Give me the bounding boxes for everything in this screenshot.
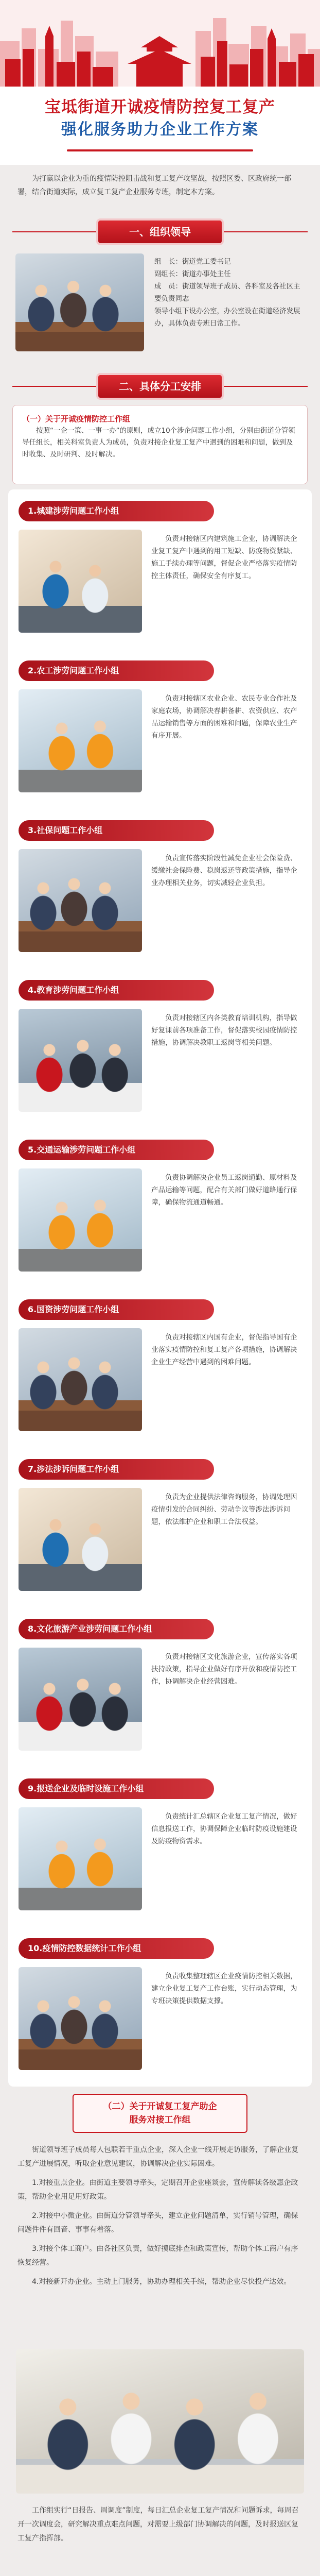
group-description: 负责对接辖区内建筑施工企业，协调解决企业复工复产中遇到的用工短缺、防疫物资紧缺、施工手续办理等问题，督促企业严格落实疫情防控主体责任，确保安全有序复工。 bbox=[151, 535, 297, 580]
work-group-6 bbox=[8, 1288, 312, 1448]
intro-text: 为打赢以企业为重的疫情防控阻击战和复工复产攻坚战，按照区委、区政府统一部署，结合街道实际，成立复工复产企业服务专班，制定本方案。 bbox=[17, 175, 291, 196]
section-1-banner bbox=[0, 216, 320, 247]
paragraph: 街道领导班子成员每人包联若干重点企业，深入企业一线开展走访服务，了解企业复工复产进展情况，听取企业意见建议，协调解决企业实际困难。 bbox=[17, 2146, 298, 2168]
work-group-intro bbox=[0, 402, 320, 489]
group-description: 负责收集整理辖区企业疫情防控相关数据，建立企业复工复产工作台账，实行动态管理，为专班决策提供数据支撑。 bbox=[151, 1972, 297, 2005]
laptop-photo-section bbox=[0, 2344, 320, 2499]
intro-box-text: 按照“一企一策、一事一办”的原则，成立10个涉企问题工作小组，分别由街道分管领导任组长，相关科室负责人为成员，负责对接企业复工复产中遇到的困难和问题，做到及时收集、及时研判、及时解决。 bbox=[22, 427, 295, 459]
organization-text: 组 长：街道党工委书记 副组长：街道办事处主任 成 员：街道领导班子成员、各科室及各社区主要负责同志 领导小组下设办公室，办公室设在街道经济发展办，具体负责专班日常工作。 bbox=[154, 258, 300, 328]
section-2-banner bbox=[0, 371, 320, 402]
work-group-2 bbox=[8, 649, 312, 809]
group-description: 负责统计汇总辖区企业复工复产情况，做好信息报送工作，协调保障企业临时防疫设施建设及防疫物资需求。 bbox=[151, 1812, 297, 1845]
work-group-3 bbox=[8, 809, 312, 969]
work-groups-card bbox=[8, 489, 312, 2087]
group-title: 5.交通运输涉劳问题工作小组 bbox=[19, 1140, 214, 1160]
group-title: 9.报送企业及临时设施工作小组 bbox=[19, 1778, 214, 1799]
work-group-10 bbox=[8, 1927, 312, 2087]
group-description: 负责协调解决企业员工返岗通勤、原材料及产品运输等问题，配合有关部门做好道路通行保障，确保物流通道畅通。 bbox=[151, 1174, 297, 1207]
group-photo bbox=[19, 849, 142, 952]
group-title: 2.农工涉劳问题工作小组 bbox=[19, 660, 214, 681]
subsection-title: （二）关于开诚复工复产助企 服务对接工作组 bbox=[73, 2094, 247, 2133]
group-photo bbox=[19, 1488, 142, 1591]
paragraph: 工作组实行“日报告、周调度”制度，每日汇总企业复工复产情况和问题诉求，每周召开一次调度会，研究解决重点难点问题，对需要上级部门协调解决的问题，及时报送区复工复产指挥部。 bbox=[17, 2506, 299, 2543]
page-title bbox=[0, 96, 320, 141]
group-title: 7.涉法涉诉问题工作小组 bbox=[19, 1459, 214, 1480]
group-title: 8.文化旅游产业涉劳问题工作小组 bbox=[19, 1619, 214, 1639]
paragraph: 3.对接个体工商户。由各社区负责，做好摸底排查和政策宣传，帮助个体工商户有序恢复经营。 bbox=[17, 2245, 298, 2267]
service-group-closing bbox=[0, 2499, 320, 2576]
work-group-1 bbox=[8, 489, 312, 649]
work-group-9 bbox=[8, 1767, 312, 1927]
group-description: 负责对接辖区内国有企业，督促指导国有企业落实疫情防控和复工复产各项措施，协调解决企业生产经营中遇到的困难问题。 bbox=[151, 1333, 297, 1366]
group-photo bbox=[19, 1009, 142, 1112]
group-title: 3.社保问题工作小组 bbox=[19, 820, 214, 841]
group-description: 负责对接辖区文化旅游企业，宣传落实各项扶持政策，指导企业做好有序开放和疫情防控工作，协调解决企业经营困难。 bbox=[151, 1653, 297, 1686]
skyline-illustration bbox=[0, 0, 320, 90]
group-photo bbox=[19, 1967, 142, 2070]
header bbox=[0, 0, 320, 165]
title-divider bbox=[67, 149, 253, 151]
title-line-1: 宝坻街道开诚疫情防控复工复产 bbox=[45, 98, 275, 116]
group-description: 负责宣传落实阶段性减免企业社会保险费、缓缴社会保险费、稳岗返还等政策措施，指导企业办理相关业务，切实减轻企业负担。 bbox=[151, 854, 297, 887]
group-title: 1.城建涉劳问题工作小组 bbox=[19, 501, 214, 521]
group-photo bbox=[19, 689, 142, 792]
group-description: 负责对接辖区农业企业、农民专业合作社及家庭农场，协调解决春耕备耕、农资供应、农产品运输销售等方面的困难和问题，保障农业生产有序开展。 bbox=[151, 694, 297, 740]
group-title: 10.疫情防控数据统计工作小组 bbox=[19, 1938, 214, 1959]
group-photo bbox=[19, 1328, 142, 1431]
service-group-text bbox=[0, 2138, 320, 2344]
service-group-heading bbox=[0, 2087, 320, 2138]
title-line-2: 强化服务助力企业工作方案 bbox=[61, 121, 259, 139]
work-group-4 bbox=[8, 969, 312, 1128]
section-title: 一、组织领导 bbox=[98, 221, 222, 243]
group-title: 4.教育涉劳问题工作小组 bbox=[19, 980, 214, 1001]
group-description: 负责为企业提供法律咨询服务，协调处理因疫情引发的合同纠纷、劳动争议等涉法涉诉问题，依法维护企业和职工合法权益。 bbox=[151, 1493, 297, 1526]
group-photo bbox=[19, 530, 142, 633]
group-photo bbox=[19, 1807, 142, 1910]
group-photo bbox=[19, 1168, 142, 1272]
group-description: 负责对接辖区内各类教育培训机构，指导做好复课前各项准备工作，督促落实校园疫情防控措施，协调解决教职工返岗等相关问题。 bbox=[151, 1014, 297, 1047]
intro-box bbox=[12, 405, 308, 484]
paragraph: 2.对接中小微企业。由街道分管领导牵头，建立企业问题清单，实行销号管理，确保问题件件有回音、事事有着落。 bbox=[17, 2212, 298, 2234]
group-photo bbox=[19, 1648, 142, 1751]
organization-section bbox=[0, 247, 320, 371]
meeting-photo bbox=[15, 253, 144, 351]
work-groups bbox=[0, 489, 320, 2087]
paragraph: 1.对接重点企业。由街道主要领导牵头，定期召开企业座谈会，宣传解读各级惠企政策，帮助企业用足用好政策。 bbox=[17, 2179, 298, 2201]
work-group-8 bbox=[8, 1607, 312, 1767]
section-title: 二、具体分工安排 bbox=[98, 375, 222, 398]
paragraph: 4.对接新开办企业。主动上门服务，协助办理相关手续，帮助企业尽快投产达效。 bbox=[32, 2278, 291, 2286]
laptop-work-photo bbox=[16, 2349, 304, 2494]
work-group-5 bbox=[8, 1128, 312, 1288]
group-title: 6.国资涉劳问题工作小组 bbox=[19, 1299, 214, 1320]
work-group-7 bbox=[8, 1448, 312, 1607]
intro-box-title: （一）关于开诚疫情防控工作组 bbox=[22, 414, 131, 423]
